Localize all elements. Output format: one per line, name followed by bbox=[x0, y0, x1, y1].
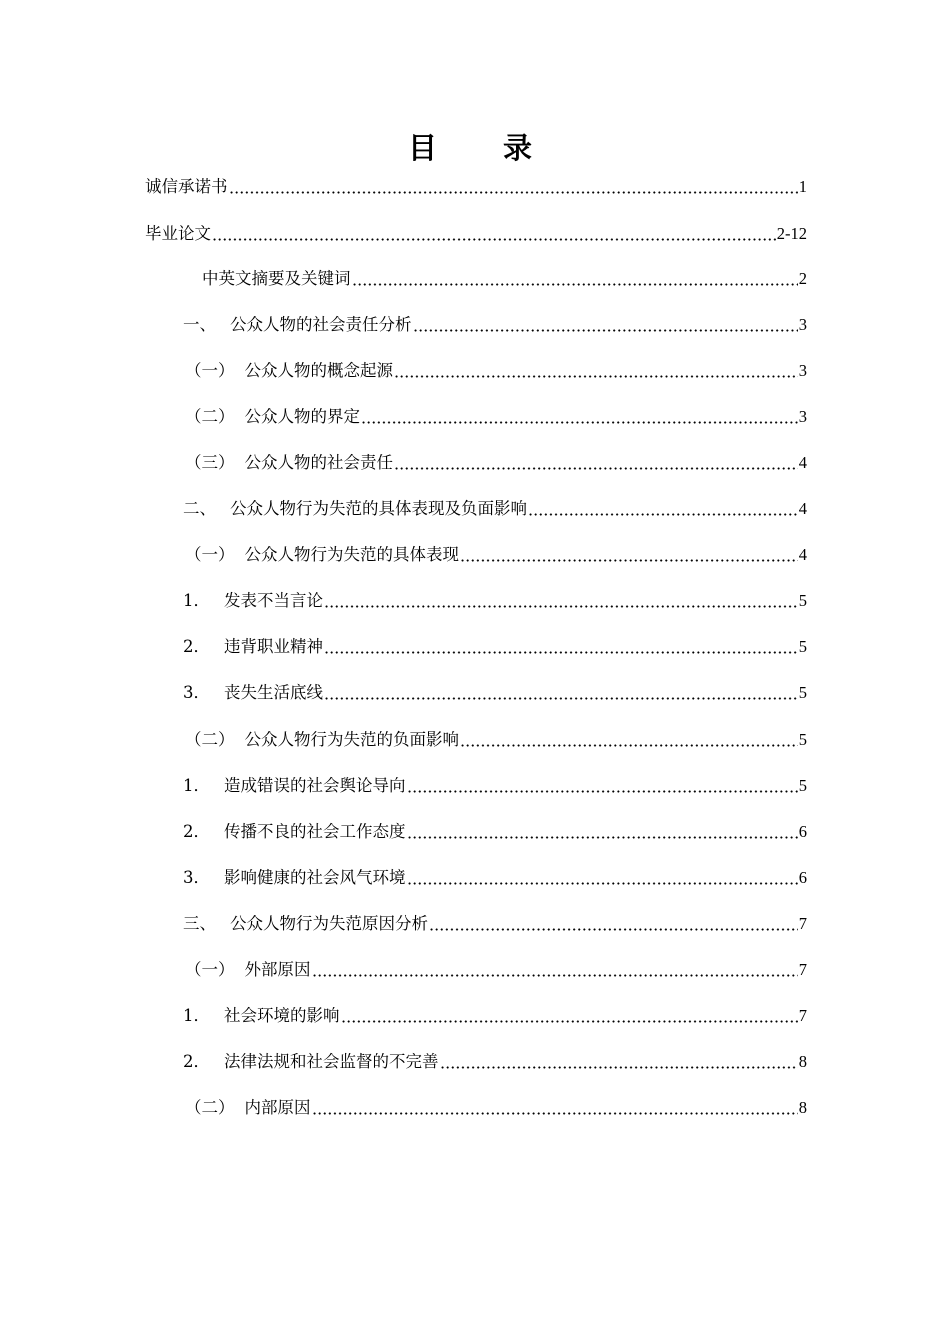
toc-entry-title: 公众人物的界定 bbox=[244, 407, 360, 426]
toc-entry-section-2-1-1[interactable] bbox=[183, 588, 807, 614]
toc-entry-number: （一） bbox=[185, 960, 235, 979]
toc-entry-number: （一） bbox=[185, 545, 235, 564]
toc-entry-thesis[interactable] bbox=[145, 221, 807, 247]
toc-entry-page: 2 bbox=[798, 269, 807, 288]
toc-entry-number: （一） bbox=[185, 361, 235, 380]
toc-entry-page: 7 bbox=[798, 1006, 807, 1025]
toc-entry-page: 8 bbox=[798, 1052, 807, 1071]
dot-leader bbox=[413, 329, 798, 332]
toc-entry-section-2-2[interactable] bbox=[185, 727, 807, 753]
dot-leader bbox=[324, 605, 798, 608]
dot-leader bbox=[407, 790, 798, 793]
toc-entry-page: 5 bbox=[798, 730, 807, 749]
toc-entry-title: 社会环境的影响 bbox=[224, 1006, 340, 1025]
toc-entry-page: 3 bbox=[798, 315, 807, 334]
toc-entry-page: 5 bbox=[798, 776, 807, 795]
toc-entry-section-2[interactable] bbox=[183, 496, 807, 522]
toc-entry-number: 二、 bbox=[183, 499, 216, 518]
toc-entry-page: 7 bbox=[798, 960, 807, 979]
toc-entry-page: 8 bbox=[798, 1098, 807, 1117]
toc-entry-section-2-2-2[interactable] bbox=[183, 819, 807, 845]
toc-entry-page: 3 bbox=[798, 407, 807, 426]
toc-entry-honesty-pledge[interactable] bbox=[145, 174, 807, 200]
toc-entry-section-3-1-1[interactable] bbox=[183, 1003, 807, 1029]
dot-leader bbox=[212, 238, 776, 241]
toc-entry-number: （二） bbox=[185, 730, 235, 749]
toc-entry-title: 影响健康的社会风气环境 bbox=[224, 868, 406, 887]
toc-entry-section-3-2[interactable] bbox=[185, 1095, 807, 1121]
dot-leader bbox=[352, 283, 798, 286]
toc-entry-page: 1 bbox=[798, 177, 807, 196]
toc-entry-page: 3 bbox=[798, 361, 807, 380]
toc-entry-title: 造成错误的社会舆论导向 bbox=[224, 776, 406, 795]
toc-entry-page: 6 bbox=[798, 868, 807, 887]
toc-entry-section-2-1-3[interactable] bbox=[183, 680, 807, 706]
toc-entry-number: 2． bbox=[183, 1052, 210, 1071]
toc-entry-number: 1． bbox=[183, 776, 210, 795]
dot-leader bbox=[460, 559, 798, 562]
toc-entry-section-2-2-1[interactable] bbox=[183, 773, 807, 799]
toc-entry-number: （二） bbox=[185, 407, 235, 426]
toc-entry-section-1-2[interactable] bbox=[185, 404, 807, 430]
toc-entry-abstract[interactable] bbox=[202, 266, 807, 292]
toc-entry-number: 3． bbox=[183, 868, 210, 887]
toc-entry-number: 2． bbox=[183, 637, 210, 656]
toc-entry-page: 4 bbox=[798, 453, 807, 472]
dot-leader bbox=[394, 375, 798, 378]
toc-entry-number: （二） bbox=[185, 1098, 235, 1117]
toc-entry-number: 2． bbox=[183, 822, 210, 841]
toc-entry-number: 1． bbox=[183, 1006, 210, 1025]
dot-leader bbox=[460, 744, 798, 747]
toc-entry-section-1-3[interactable] bbox=[185, 450, 807, 476]
toc-entry-title: 丧失生活底线 bbox=[224, 683, 323, 702]
dot-leader bbox=[440, 1066, 798, 1069]
toc-entry-page: 6 bbox=[798, 822, 807, 841]
toc-entry-section-1-1[interactable] bbox=[185, 358, 807, 384]
toc-entry-title: 中英文摘要及关键词 bbox=[202, 269, 351, 288]
dot-leader bbox=[324, 697, 798, 700]
dot-leader bbox=[361, 421, 798, 424]
toc-entry-title: 发表不当言论 bbox=[224, 591, 323, 610]
toc-entry-title: 违背职业精神 bbox=[224, 637, 323, 656]
toc-entry-title: 公众人物的社会责任 bbox=[244, 453, 393, 472]
toc-entry-title: 毕业论文 bbox=[145, 224, 211, 243]
page-title: 目 录 bbox=[407, 131, 561, 165]
dot-leader bbox=[229, 191, 798, 194]
toc-entry-number: 三、 bbox=[183, 914, 216, 933]
toc-entry-page: 4 bbox=[798, 545, 807, 564]
toc-entry-title: 公众人物行为失范的具体表现及负面影响 bbox=[230, 499, 527, 518]
dot-leader bbox=[394, 467, 798, 470]
toc-entry-title: 公众人物行为失范的负面影响 bbox=[244, 730, 459, 749]
toc-entry-number: 3． bbox=[183, 683, 210, 702]
toc-entry-section-2-1[interactable] bbox=[185, 542, 807, 568]
dot-leader bbox=[312, 974, 798, 977]
dot-leader bbox=[407, 836, 798, 839]
toc-entry-title: 外部原因 bbox=[244, 960, 311, 979]
toc-entry-page: 4 bbox=[798, 499, 807, 518]
toc-entry-section-3[interactable] bbox=[183, 911, 807, 937]
toc-entry-section-2-2-3[interactable] bbox=[183, 865, 807, 891]
toc-entry-title: 公众人物行为失范的具体表现 bbox=[244, 545, 459, 564]
toc-entry-section-2-1-2[interactable] bbox=[183, 634, 807, 660]
toc-entry-section-3-1[interactable] bbox=[185, 957, 807, 983]
toc-entry-title: 诚信承诺书 bbox=[145, 177, 228, 196]
toc-entry-page: 2-12 bbox=[776, 224, 807, 243]
dot-leader bbox=[341, 1020, 798, 1023]
toc-entry-page: 5 bbox=[798, 637, 807, 656]
dot-leader bbox=[324, 651, 798, 654]
dot-leader bbox=[312, 1112, 798, 1115]
toc-entry-page: 7 bbox=[798, 914, 807, 933]
toc-entry-section-1[interactable] bbox=[183, 312, 807, 338]
toc-entry-number: 一、 bbox=[183, 315, 216, 334]
toc-entry-page: 5 bbox=[798, 683, 807, 702]
toc-entry-title: 公众人物行为失范原因分析 bbox=[230, 914, 428, 933]
toc-entry-title: 公众人物的社会责任分析 bbox=[230, 315, 412, 334]
toc-entry-page: 5 bbox=[798, 591, 807, 610]
toc-entry-title: 内部原因 bbox=[244, 1098, 311, 1117]
toc-entry-number: 1． bbox=[183, 591, 210, 610]
toc-entry-title: 法律法规和社会监督的不完善 bbox=[224, 1052, 439, 1071]
toc-entry-title: 公众人物的概念起源 bbox=[244, 361, 393, 380]
toc-entry-title: 传播不良的社会工作态度 bbox=[224, 822, 406, 841]
dot-leader bbox=[429, 928, 798, 931]
dot-leader bbox=[528, 513, 798, 516]
toc-entry-section-3-1-2[interactable] bbox=[183, 1049, 807, 1075]
dot-leader bbox=[407, 882, 798, 885]
toc-entry-number: （三） bbox=[185, 453, 235, 472]
